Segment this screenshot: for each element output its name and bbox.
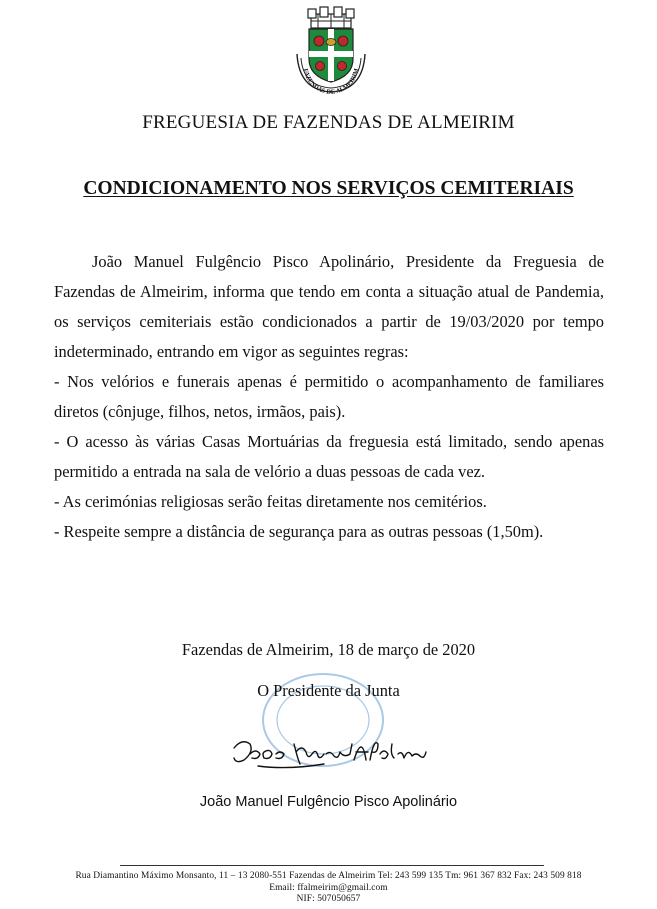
intro-paragraph: João Manuel Fulgêncio Pisco Apolinário, Presidente da Freguesia de Fazendas de Almeirim, informa que tendo em conta a situação atual de Pandemia, os serviços cemiteriais estão condicionados a partir de 19/03/2020 por tempo indeterminado, entrando em vigor as seguintes regras: bbox=[54, 252, 604, 361]
handwritten-signature bbox=[228, 730, 438, 778]
footer-contact bbox=[0, 871, 657, 906]
footer-address: Rua Diamantino Máximo Monsanto, 11 – 13 2080-551 Fazendas de Almeirim Tel: 243 599 135 Tm: 961 367 832 Fax: 243 509 818 bbox=[75, 871, 582, 881]
rule-item: - As cerimónias religiosas serão feitas diretamente nos cemitérios. bbox=[54, 492, 487, 511]
rule-item: - O acesso às várias Casas Mortuárias da freguesia está limitado, sendo apenas permitido a entrada na sala de velório a duas pessoas de cada vez. bbox=[54, 432, 604, 481]
document-title: CONDICIONAMENTO NOS SERVIÇOS CEMITERIAIS bbox=[83, 178, 574, 199]
notice-body bbox=[54, 247, 604, 547]
organization-name: FREGUESIA DE FAZENDAS DE ALMEIRIM bbox=[142, 112, 515, 133]
rule-item: - Respeite sempre a distância de segurança para as outras pessoas (1,50m). bbox=[54, 522, 544, 541]
footer-email: Email: ffalmeirim@gmail.com bbox=[269, 882, 388, 893]
footer-nif: NIF: 507050657 bbox=[296, 894, 361, 905]
signer-role: O Presidente da Junta bbox=[257, 681, 400, 700]
crest-motto: FAZENDAS DE ALMEIRIM bbox=[301, 67, 361, 97]
footer-divider bbox=[120, 865, 544, 866]
signer-name: João Manuel Fulgêncio Pisco Apolinário bbox=[199, 794, 458, 810]
rule-item: - Nos velórios e funerais apenas é permitido o acompanhamento de familiares diretos (cônjuge, filhos, netos, irmãos, pais). bbox=[54, 372, 604, 421]
parish-coat-of-arms-icon bbox=[283, 4, 379, 98]
place-and-date: Fazendas de Almeirim, 18 de março de 2020 bbox=[181, 640, 476, 659]
